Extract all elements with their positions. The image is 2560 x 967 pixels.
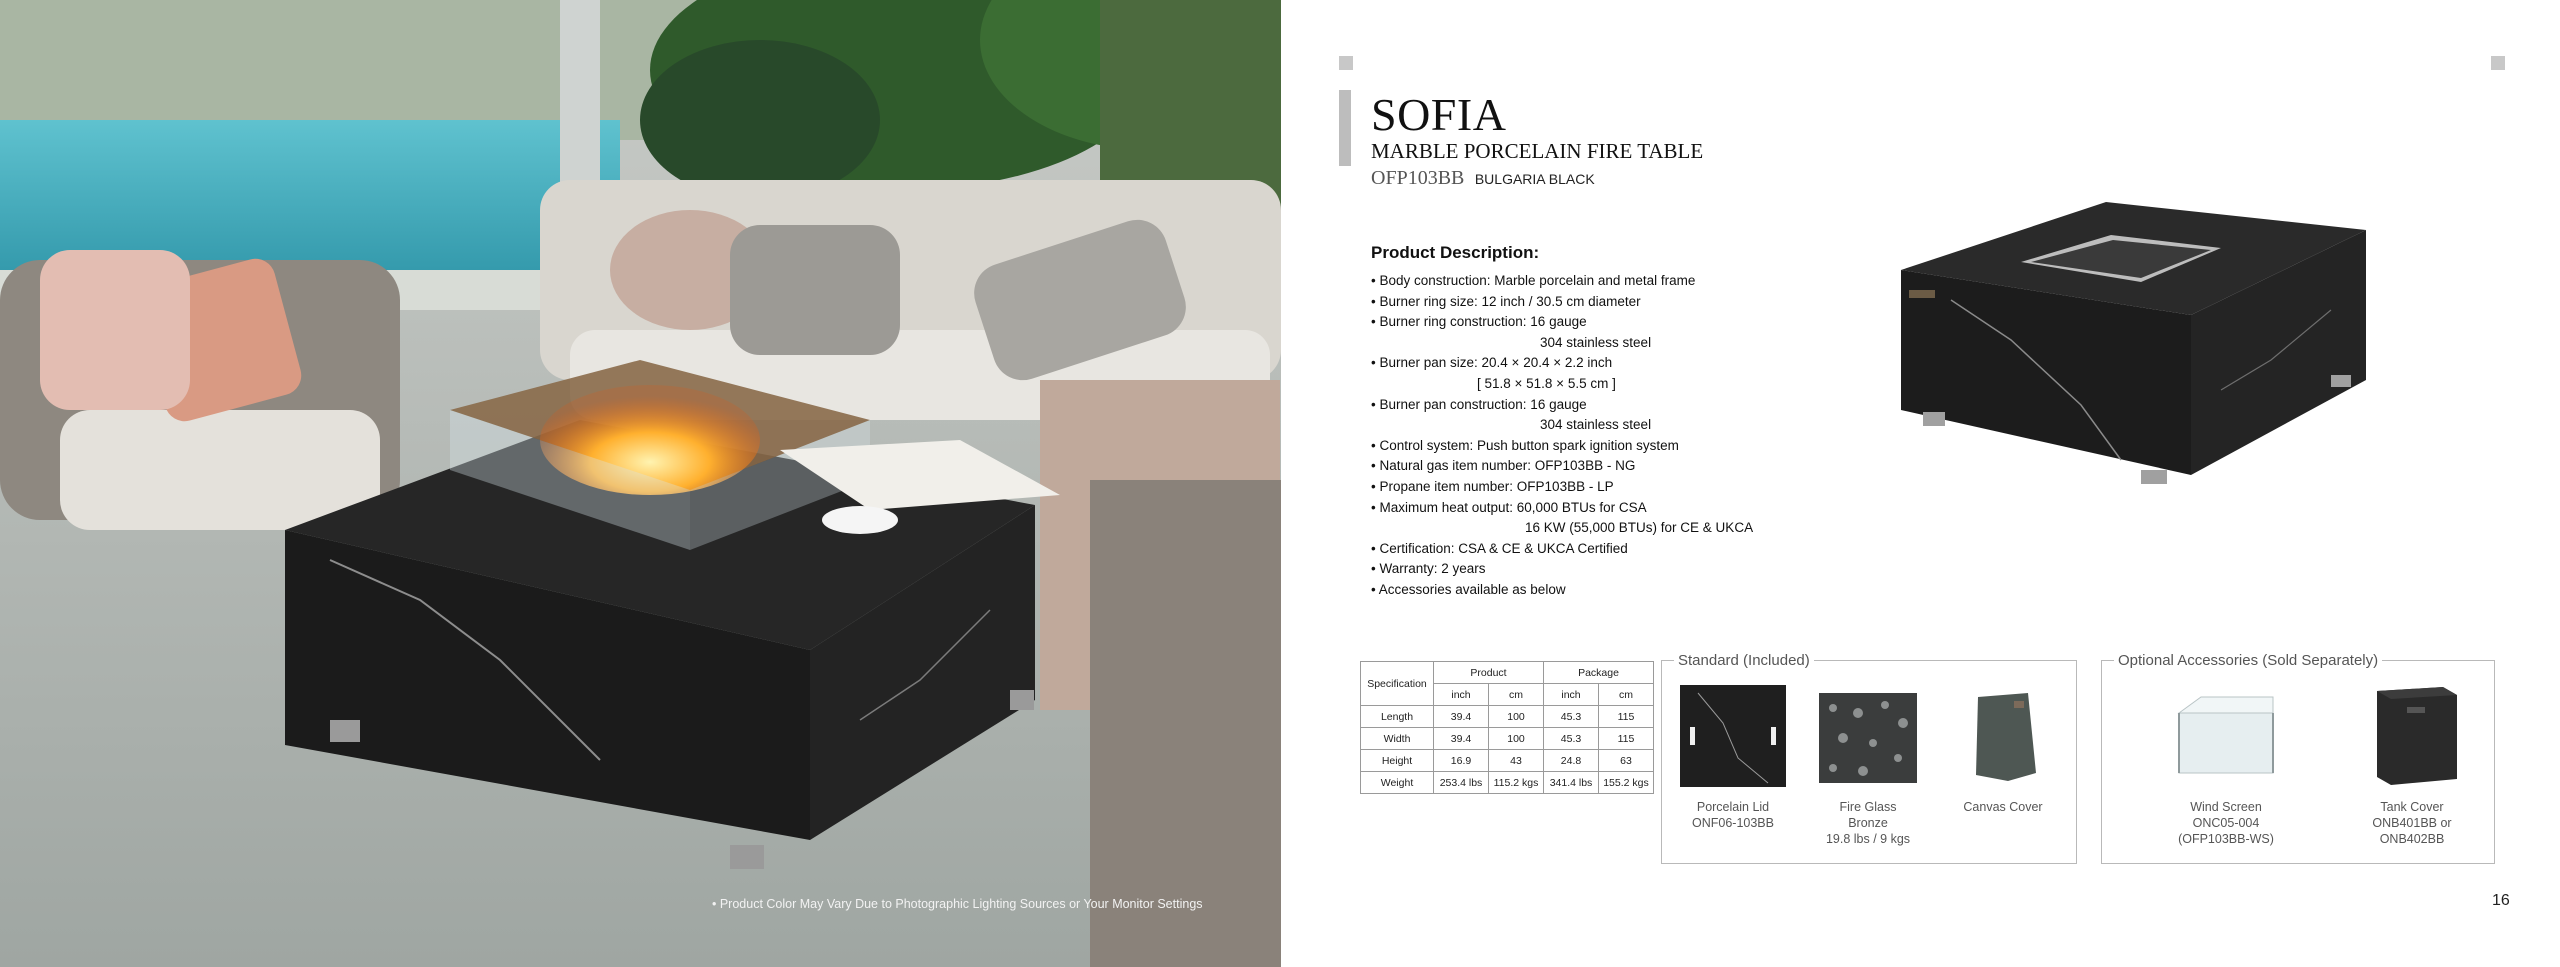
accessory-item	[1923, 683, 2083, 815]
description-line: • Control system: Push button spark ignition system	[1371, 437, 1679, 453]
standard-box-title: Standard (Included)	[1674, 652, 1814, 669]
description-line: • Burner ring size: 12 inch / 30.5 cm diameter	[1371, 293, 1641, 309]
optional-box-title: Optional Accessories (Sold Separately)	[2114, 652, 2382, 669]
description-line: • Body construction: Marble porcelain and metal frame	[1371, 273, 1696, 288]
title-accent-bar	[1339, 90, 1351, 166]
description-heading: Product Description:	[1371, 243, 1540, 262]
accessory-item	[2332, 683, 2492, 847]
description-line: • Accessories available as below	[1371, 581, 1566, 597]
corner-mark-right	[2491, 56, 2505, 70]
table-row	[1361, 728, 1654, 750]
spec-cell: 115	[1599, 728, 1654, 750]
product-subtitle: MARBLE PORCELAIN FIRE TABLE	[1371, 139, 1704, 163]
specification-table	[1360, 661, 1654, 794]
description-list	[1371, 271, 1753, 601]
spec-cell: 100	[1489, 706, 1544, 728]
spec-group-header: Package	[1544, 662, 1654, 684]
spec-cell: 45.3	[1544, 706, 1599, 728]
standard-accessories-box	[1661, 652, 2077, 864]
spec-cell: 16.9	[1434, 750, 1489, 772]
canvas-cover-image	[1948, 683, 2058, 789]
spec-cell: 115.2 kgs	[1489, 772, 1544, 794]
accessory-caption: Fire Glass Bronze 19.8 lbs / 9 kgs	[1825, 800, 1911, 846]
optional-accessories-box	[2101, 652, 2495, 864]
color-disclaimer: • Product Color May Vary Due to Photographic Lighting Sources or Your Monitor Settings	[712, 897, 1203, 911]
spec-row-label: Width	[1361, 728, 1434, 750]
table-row	[1361, 750, 1654, 772]
spec-unit-header: cm	[1489, 684, 1544, 706]
description-line: [ 51.8 × 51.8 × 5.5 cm ]	[1477, 375, 1616, 391]
product-name: SOFIA	[1371, 89, 1507, 140]
spec-row-label: Height	[1361, 750, 1434, 772]
spec-row-label: Length	[1361, 706, 1434, 728]
accessory-caption: Tank Cover ONB401BB or ONB402BB	[2372, 800, 2452, 846]
spec-cell: 63	[1599, 750, 1654, 772]
table-row	[1361, 706, 1654, 728]
spec-cell: 24.8	[1544, 750, 1599, 772]
accessory-item	[2146, 683, 2306, 847]
fire-table-product-image	[1891, 190, 2391, 500]
spec-corner-label: Specification	[1361, 662, 1434, 706]
description-line: 16 KW (55,000 BTUs) for CE & UKCA	[1525, 520, 1754, 536]
spec-cell: 39.4	[1434, 728, 1489, 750]
spec-cell: 115	[1599, 706, 1654, 728]
description-line: • Propane item number: OFP103BB - LP	[1371, 478, 1614, 494]
spec-cell: 100	[1489, 728, 1544, 750]
description-line: • Burner pan size: 20.4 × 20.4 × 2.2 inch	[1371, 355, 1613, 371]
description-line: • Burner pan construction: 16 gauge	[1371, 396, 1587, 412]
description-line: • Warranty: 2 years	[1371, 561, 1486, 577]
spec-cell: 253.4 lbs	[1434, 772, 1489, 794]
spec-unit-header: cm	[1599, 684, 1654, 706]
description-line: • Burner ring construction: 16 gauge	[1371, 314, 1587, 330]
wind-screen-image	[2171, 683, 2281, 789]
table-row	[1361, 772, 1654, 794]
spec-group-header: Product	[1434, 662, 1544, 684]
spec-unit-header: inch	[1544, 684, 1599, 706]
accessory-caption: Wind Screen ONC05-004 (OFP103BB-WS)	[2178, 800, 2274, 846]
page-number: 16	[2492, 892, 2510, 909]
catalog-page	[1281, 0, 2560, 967]
description-line: 304 stainless steel	[1540, 417, 1652, 433]
corner-mark-left	[1339, 56, 1353, 70]
fire-glass-image	[1813, 683, 1923, 789]
description-line: • Certification: CSA & CE & UKCA Certified	[1371, 540, 1628, 556]
accessory-caption: Canvas Cover	[1963, 800, 2043, 814]
description-line: • Natural gas item number: OFP103BB - NG	[1371, 458, 1636, 474]
model-color: BULGARIA BLACK	[1474, 171, 1595, 187]
description-line: 304 stainless steel	[1540, 334, 1652, 350]
model-row	[1371, 167, 1595, 190]
spec-cell: 155.2 kgs	[1599, 772, 1654, 794]
spec-cell: 45.3	[1544, 728, 1599, 750]
spec-row-label: Weight	[1361, 772, 1434, 794]
spec-unit-header: inch	[1434, 684, 1489, 706]
porcelain-lid-image	[1678, 683, 1788, 789]
tank-cover-image	[2357, 683, 2467, 789]
description-line: • Maximum heat output: 60,000 BTUs for CSA	[1371, 499, 1647, 515]
accessory-caption: Porcelain Lid ONF06-103BB	[1692, 800, 1774, 830]
model-code: OFP103BB	[1371, 167, 1465, 189]
spec-cell: 341.4 lbs	[1544, 772, 1599, 794]
spec-cell: 43	[1489, 750, 1544, 772]
spec-cell: 39.4	[1434, 706, 1489, 728]
